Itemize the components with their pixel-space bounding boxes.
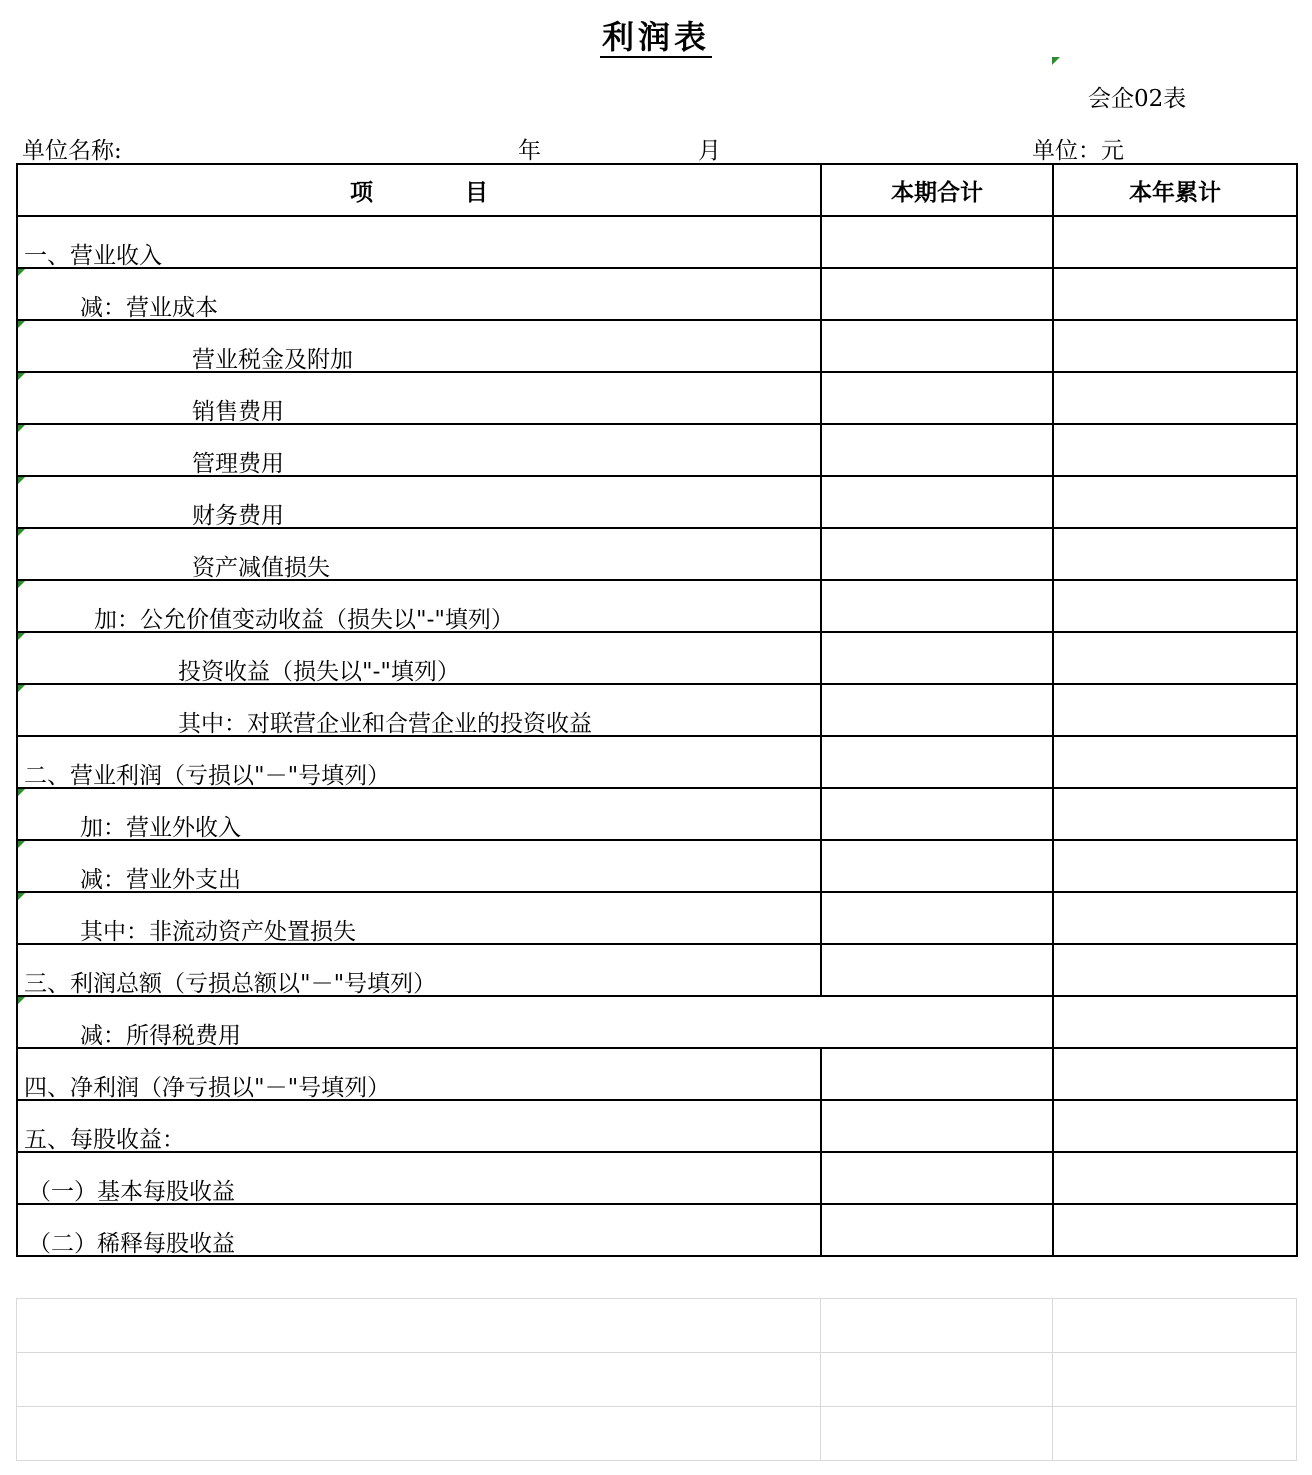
row-label: 一、营业收入	[24, 243, 162, 269]
current-period-cell[interactable]	[821, 632, 1053, 684]
table-row	[17, 840, 1297, 892]
currency-unit-label: 单位：元	[1032, 138, 1124, 164]
comment-marker-icon	[18, 477, 25, 484]
row-label-cell[interactable]	[17, 372, 821, 424]
table-row	[17, 372, 1297, 424]
comment-marker-icon	[18, 321, 25, 328]
month-label: 月	[698, 138, 721, 164]
empty-cell[interactable]	[821, 1407, 1053, 1461]
current-period-cell[interactable]	[821, 372, 1053, 424]
empty-cell[interactable]	[17, 1407, 821, 1461]
comment-marker-icon	[18, 789, 25, 796]
row-label: 其中：非流动资产处置损失	[80, 919, 356, 945]
row-label-cell[interactable]	[17, 268, 821, 320]
current-period-cell[interactable]	[821, 684, 1053, 736]
current-period-cell[interactable]	[821, 528, 1053, 580]
row-label-cell[interactable]	[17, 580, 821, 632]
table-row	[17, 684, 1297, 736]
empty-row	[17, 1299, 1297, 1353]
year-to-date-cell[interactable]	[1053, 1100, 1297, 1152]
year-to-date-cell[interactable]	[1053, 632, 1297, 684]
current-period-cell[interactable]	[821, 736, 1053, 788]
row-label-cell[interactable]	[17, 632, 821, 684]
table-row	[17, 580, 1297, 632]
current-period-cell[interactable]	[821, 476, 1053, 528]
row-label: 投资收益（损失以"-"填列）	[178, 659, 460, 685]
column-header-current-period: 本期合计	[821, 164, 1053, 216]
comment-marker-icon	[18, 893, 25, 900]
comment-marker-icon	[18, 373, 25, 380]
row-label-cell[interactable]	[17, 528, 821, 580]
current-period-cell[interactable]	[821, 424, 1053, 476]
row-label: 管理费用	[192, 451, 284, 477]
form-code: 会企02表	[1088, 86, 1187, 112]
row-label: 减：所得税费用	[80, 1023, 241, 1049]
row-label: 财务费用	[192, 503, 284, 529]
year-to-date-cell[interactable]	[1053, 372, 1297, 424]
year-label: 年	[518, 138, 541, 164]
year-to-date-cell[interactable]	[1053, 476, 1297, 528]
year-to-date-cell[interactable]	[1053, 528, 1297, 580]
table-header-row	[17, 164, 1297, 216]
table-row	[17, 268, 1297, 320]
row-label-cell[interactable]	[17, 476, 821, 528]
table-row	[17, 1048, 1297, 1100]
table-row	[17, 788, 1297, 840]
comment-marker-icon	[18, 841, 25, 848]
row-label-cell[interactable]	[17, 216, 821, 268]
year-to-date-cell[interactable]	[1053, 944, 1297, 996]
year-to-date-cell[interactable]	[1053, 684, 1297, 736]
row-label-cell[interactable]	[17, 736, 821, 788]
empty-cell[interactable]	[821, 1353, 1053, 1407]
year-to-date-cell[interactable]	[1053, 892, 1297, 944]
year-to-date-cell[interactable]	[1053, 1204, 1297, 1256]
row-label: 其中：对联营企业和合营企业的投资收益	[178, 711, 592, 737]
comment-marker-icon	[18, 425, 25, 432]
row-label: 五、每股收益：	[24, 1127, 185, 1153]
table-row	[17, 320, 1297, 372]
row-label-cell[interactable]	[17, 944, 821, 996]
empty-row	[17, 1353, 1297, 1407]
table-row	[17, 476, 1297, 528]
row-label-cell[interactable]	[17, 320, 821, 372]
table-row	[17, 736, 1297, 788]
current-period-cell[interactable]	[821, 216, 1053, 268]
row-label: 资产减值损失	[192, 555, 330, 581]
empty-gridlines	[16, 1298, 1297, 1461]
empty-cell[interactable]	[17, 1353, 821, 1407]
empty-cell[interactable]	[17, 1299, 821, 1353]
comment-marker-icon	[1052, 57, 1060, 65]
current-period-cell[interactable]	[821, 840, 1053, 892]
current-period-cell[interactable]	[821, 1152, 1053, 1204]
year-to-date-cell[interactable]	[1053, 320, 1297, 372]
year-to-date-cell[interactable]	[1053, 840, 1297, 892]
income-statement-table	[16, 163, 1298, 1257]
year-to-date-cell[interactable]	[1053, 580, 1297, 632]
row-label-cell[interactable]	[17, 1152, 821, 1204]
row-label: 加：营业外收入	[80, 815, 241, 841]
year-to-date-cell[interactable]	[1053, 1048, 1297, 1100]
current-period-cell[interactable]	[821, 268, 1053, 320]
table-row	[17, 944, 1297, 996]
row-label-cell[interactable]	[17, 424, 821, 476]
row-label-cell[interactable]	[17, 684, 821, 736]
year-to-date-cell[interactable]	[1053, 268, 1297, 320]
current-period-cell[interactable]	[821, 320, 1053, 372]
row-label-cell[interactable]	[17, 1100, 821, 1152]
current-period-cell[interactable]	[821, 944, 1053, 996]
comment-marker-icon	[18, 997, 25, 1004]
comment-marker-icon	[18, 529, 25, 536]
current-period-cell[interactable]	[821, 1204, 1053, 1256]
row-label: 减：营业外支出	[80, 867, 241, 893]
unit-name-label: 单位名称:	[22, 138, 122, 164]
empty-cell[interactable]	[1053, 1353, 1297, 1407]
year-to-date-cell[interactable]	[1053, 736, 1297, 788]
report-title: 利润表	[601, 18, 710, 56]
table-row	[17, 892, 1297, 944]
table-row	[17, 632, 1297, 684]
empty-cell[interactable]	[1053, 1299, 1297, 1353]
row-label: （二）稀释每股收益	[28, 1231, 235, 1257]
current-period-cell[interactable]	[821, 1048, 1053, 1100]
current-period-cell[interactable]	[821, 580, 1053, 632]
table-row	[17, 1152, 1297, 1204]
current-period-cell[interactable]	[821, 892, 1053, 944]
column-header-item: 项 目	[17, 164, 821, 216]
year-to-date-cell[interactable]	[1053, 996, 1297, 1048]
year-to-date-cell[interactable]	[1053, 788, 1297, 840]
row-label: 加：公允价值变动收益（损失以"-"填列）	[94, 607, 514, 633]
row-label-cell[interactable]	[17, 1204, 821, 1256]
column-header-year-to-date: 本年累计	[1053, 164, 1297, 216]
row-label: 三、利润总额（亏损总额以"－"号填列）	[24, 971, 437, 997]
table-row	[17, 1100, 1297, 1152]
comment-marker-icon	[18, 685, 25, 692]
year-to-date-cell[interactable]	[1053, 424, 1297, 476]
year-to-date-cell[interactable]	[1053, 216, 1297, 268]
comment-marker-icon	[18, 581, 25, 588]
empty-row	[17, 1407, 1297, 1461]
row-label: 四、净利润（净亏损以"－"号填列）	[24, 1075, 391, 1101]
table-row	[17, 216, 1297, 268]
table-row	[17, 996, 1297, 1048]
row-label-cell[interactable]	[17, 788, 821, 840]
row-label-cell[interactable]	[17, 1048, 821, 1100]
empty-cell[interactable]	[821, 1299, 1053, 1353]
row-label-cell[interactable]	[17, 840, 821, 892]
comment-marker-icon	[18, 269, 25, 276]
comment-marker-icon	[18, 633, 25, 640]
empty-cell[interactable]	[1053, 1407, 1297, 1461]
row-label: 减：营业成本	[80, 295, 218, 321]
year-to-date-cell[interactable]	[1053, 1152, 1297, 1204]
table-row	[17, 1204, 1297, 1256]
row-label: 二、营业利润（亏损以"－"号填列）	[24, 763, 391, 789]
table-row	[17, 424, 1297, 476]
current-period-cell[interactable]	[821, 1100, 1053, 1152]
row-label: （一）基本每股收益	[28, 1179, 235, 1205]
row-label-cell[interactable]	[17, 996, 1053, 1048]
current-period-cell[interactable]	[821, 788, 1053, 840]
row-label-cell[interactable]	[17, 892, 821, 944]
row-label: 营业税金及附加	[192, 347, 353, 373]
table-row	[17, 528, 1297, 580]
row-label: 销售费用	[192, 399, 284, 425]
